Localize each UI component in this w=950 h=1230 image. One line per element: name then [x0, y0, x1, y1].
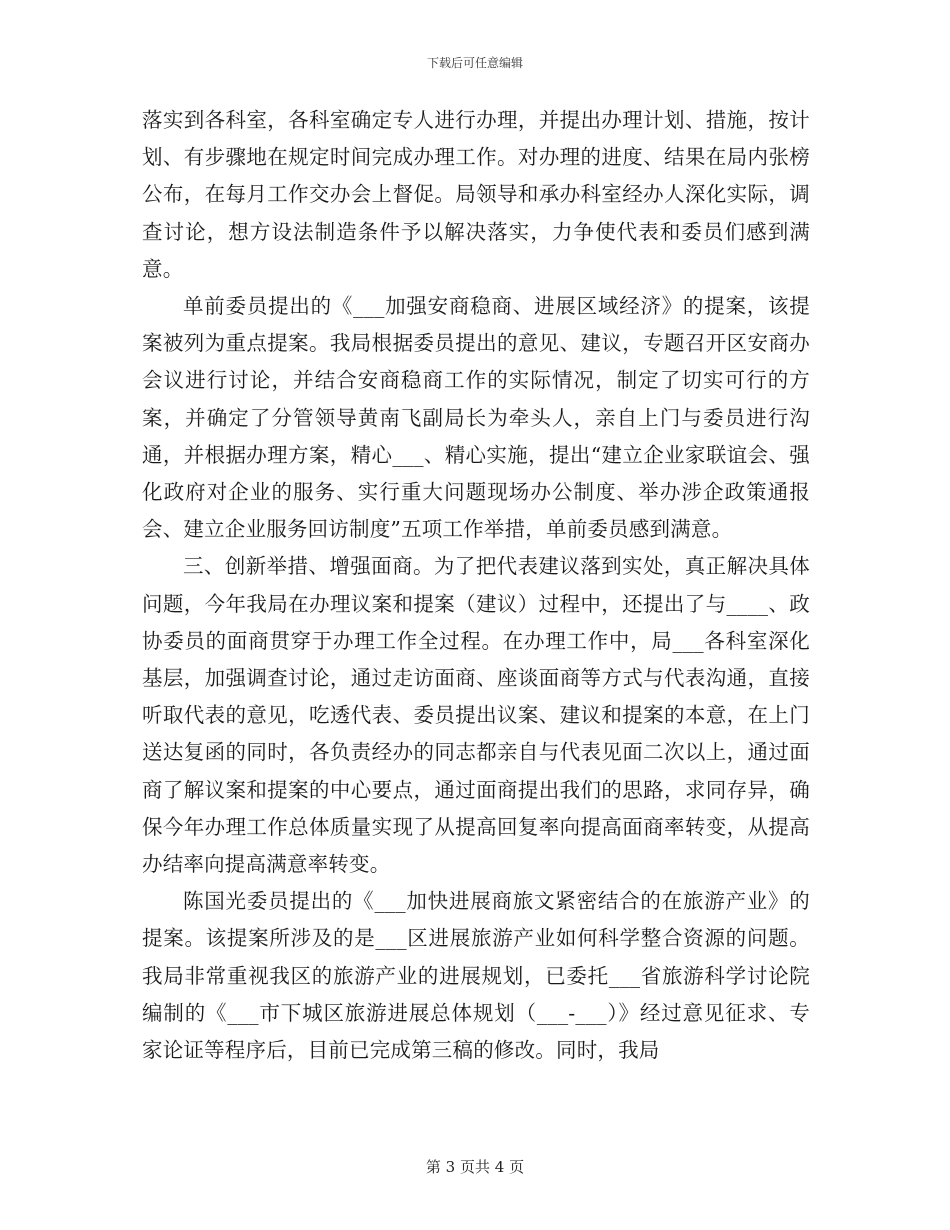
- paragraph-2: 单前委员提出的《___加强安商稳商、进展区域经济》的提案，该提案被列为重点提案。我局根据委员提出的意见、建议，专题召开区安商办会议进行讨论，并结合安商稳商工作的实际情况，制定了切实可行的方案，并确定了分管领导黄南飞副局长为牵头人，亲自上门与委员进行沟通，并根据办理方案，精心___、精心实施，提出“建立企业家联谊会、强化政府对企业的服务、实行重大问题现场办公制度、举办涉企政策通报会、建立企业服务回访制度”五项工作举措，单前委员感到满意。: [142, 294, 810, 542]
- paragraph-4: 陈国光委员提出的《___加快进展商旅文紧密结合的在旅游产业》的提案。该提案所涉及的是___区进展旅游产业如何科学整合资源的问题。我局非常重视我区的旅游产业的进展规划，已委托___省旅游科学讨论院编制的《___市下城区旅游进展总体规划（___-___）》经过意见征求、专家论证等程序后，目前已完成第三稿的修改。同时，我局: [142, 889, 810, 1063]
- document-body: [142, 102, 810, 1069]
- paragraph-3: 三、创新举措、增强面商。为了把代表建议落到实处，真正解决具体问题，今年我局在办理议案和提案（建议）过程中，还提出了与____、政协委员的面商贯穿于办理工作全过程。在办理工作中，局___各科室深化基层，加强调查讨论，通过走访面商、座谈面商等方式与代表沟通，直接听取代表的意见，吃透代表、委员提出议案、建议和提案的本意，在上门送达复函的同时，各负责经办的同志都亲自与代表见面二次以上，通过面商了解议案和提案的中心要点，通过面商提出我们的思路，求同存异，确保今年办理工作总体质量实现了从提高回复率向提高面商率转变，从提高办结率向提高满意率转变。: [142, 554, 810, 877]
- page-header: 下载后可任意编辑: [426, 56, 523, 70]
- paragraph-1: 落实到各科室，各科室确定专人进行办理，并提出办理计划、措施，按计划、有步骤地在规定时间完成办理工作。对办理的进度、结果在局内张榜公布，在每月工作交办会上督促。局领导和承办科室经办人深化实际，调查讨论，想方设法制造条件予以解决落实，力争使代表和委员们感到满意。: [142, 108, 810, 281]
- page-footer: 第 3 页共 4 页: [425, 1158, 525, 1176]
